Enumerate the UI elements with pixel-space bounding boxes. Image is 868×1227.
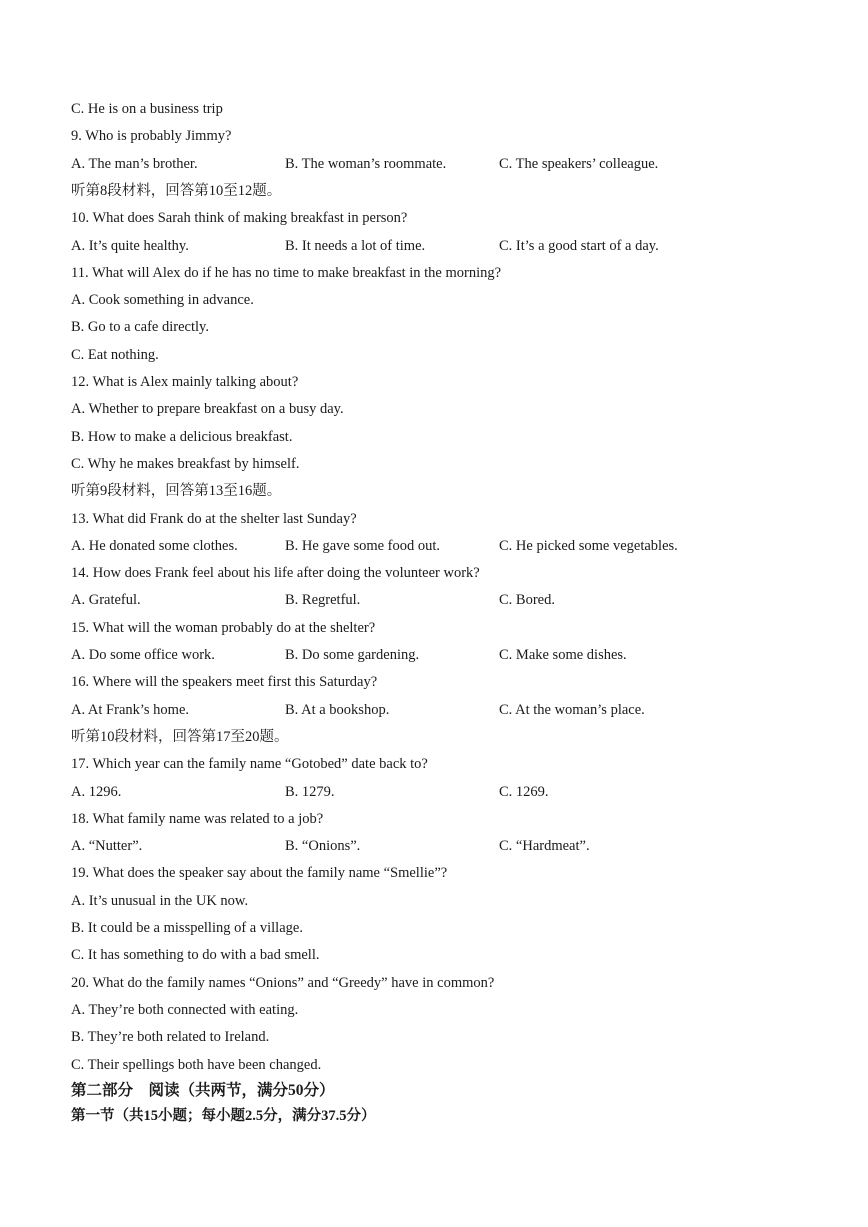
option-row xyxy=(71,836,791,856)
option-c: C. The speakers’ colleague. xyxy=(499,155,659,172)
question-text: 9. Who is probably Jimmy? xyxy=(71,128,232,145)
question-text: 19. What does the speaker say about the family name “Smellie”? xyxy=(71,865,448,882)
option-row xyxy=(71,154,791,174)
option-b: B. He gave some food out. xyxy=(285,537,441,554)
option-b: B. “Onions”. xyxy=(285,838,361,855)
option-c: C. He picked some vegetables. xyxy=(499,537,678,554)
question-text: 15. What will the woman probably do at the shelter? xyxy=(71,619,376,636)
section-heading: 第二部分 阅读（共两节，满分50分） xyxy=(71,1081,335,1099)
option-line: B. Go to a cafe directly. xyxy=(71,319,209,336)
option-line: A. Cook something in advance. xyxy=(71,292,254,309)
option-b: B. At a bookshop. xyxy=(285,701,390,718)
option-a: A. At Frank’s home. xyxy=(71,701,190,718)
option-line: B. How to make a delicious breakfast. xyxy=(71,428,293,445)
option-b: B. It needs a lot of time. xyxy=(285,237,426,254)
option-line: A. It’s unusual in the UK now. xyxy=(71,892,249,909)
listening-instruction: 听第9段材料，回答第13至16题。 xyxy=(71,483,282,500)
option-a: A. The man’s brother. xyxy=(71,155,198,172)
option-c: C. Bored. xyxy=(499,592,555,609)
option-line: A. They’re both connected with eating. xyxy=(71,1001,299,1018)
option-row xyxy=(71,782,791,802)
option-c: C. “Hardmeat”. xyxy=(499,838,590,855)
option-b: B. 1279. xyxy=(285,783,335,800)
option-a: A. “Nutter”. xyxy=(71,838,143,855)
question-text: 18. What family name was related to a job? xyxy=(71,810,324,827)
option-c: C. At the woman’s place. xyxy=(499,701,645,718)
question-text: 13. What did Frank do at the shelter last Sunday? xyxy=(71,510,357,527)
option-a: A. Grateful. xyxy=(71,592,141,609)
option-line: C. It has something to do with a bad smell. xyxy=(71,947,320,964)
option-c: C. Make some dishes. xyxy=(499,647,627,663)
listening-instruction: 听第10段材料，回答第17至20题。 xyxy=(71,728,289,745)
option-line: C. Their spellings both have been changed. xyxy=(71,1056,322,1073)
option-row xyxy=(71,590,791,610)
question-text: 14. How does Frank feel about his life after doing the volunteer work? xyxy=(71,565,480,582)
option-line: C. Why he makes breakfast by himself. xyxy=(71,455,300,472)
question-text: 12. What is Alex mainly talking about? xyxy=(71,374,299,390)
option-row xyxy=(71,700,791,720)
option-b: B. Do some gardening. xyxy=(285,647,420,663)
option-b: B. The woman’s roommate. xyxy=(285,155,447,172)
option-a: A. Do some office work. xyxy=(71,647,215,663)
option-b: B. Regretful. xyxy=(285,592,361,609)
option-c: C. It’s a good start of a day. xyxy=(499,237,659,254)
option-line: C. Eat nothing. xyxy=(71,346,159,363)
option-line: B. They’re both related to Ireland. xyxy=(71,1029,270,1046)
option-line: A. Whether to prepare breakfast on a busy day. xyxy=(71,401,344,418)
question-text: 11. What will Alex do if he has no time to make breakfast in the morning? xyxy=(71,264,502,281)
question-text: 20. What do the family names “Onions” and “Greedy” have in common? xyxy=(71,974,495,991)
question-text: 17. Which year can the family name “Gotobed” date back to? xyxy=(71,756,428,773)
question-text: 10. What does Sarah think of making breakfast in person? xyxy=(71,210,408,227)
subsection-heading: 第一节（共15小题；每小题2.5分，满分37.5分） xyxy=(71,1108,376,1125)
option-c: C. 1269. xyxy=(499,783,549,800)
option-a: A. 1296. xyxy=(71,783,122,800)
option-line: B. It could be a misspelling of a village. xyxy=(71,920,303,936)
listening-instruction: 听第8段材料，回答第10至12题。 xyxy=(71,182,282,199)
option-a: A. He donated some clothes. xyxy=(71,537,238,554)
question-text: 16. Where will the speakers meet first this Saturday? xyxy=(71,674,378,691)
option-row xyxy=(71,536,791,556)
option-row xyxy=(71,645,791,665)
option-line: C. He is on a business trip xyxy=(71,101,223,117)
option-a: A. It’s quite healthy. xyxy=(71,237,189,254)
option-row xyxy=(71,236,791,256)
